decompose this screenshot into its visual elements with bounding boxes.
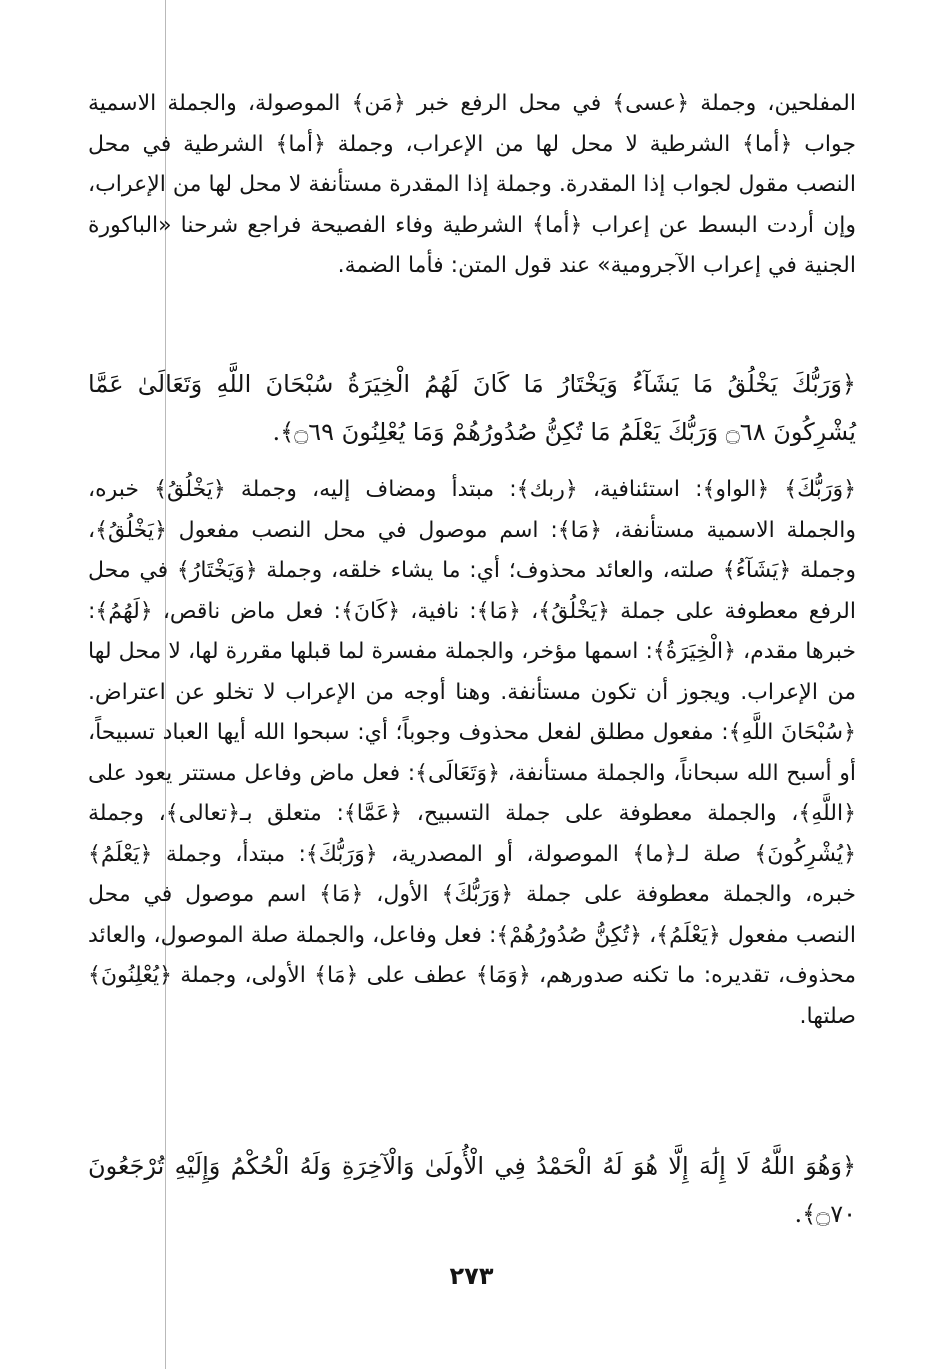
grammar-analysis-paragraph: ﴿وَرَبُّكَ﴾ ﴿الواو﴾: استئنافية، ﴿ربك﴾: مبتدأ ومضاف إليه، وجملة ﴿يَخْلُقُ﴾ خبره، والجملة الاسمية مستأنفة، ﴿مَا﴾: اسم موصول في محل النصب مفعول ﴿يَخْلُقُ﴾، وجملة ﴿يَشَآءُ﴾ صلته، والعائد محذوف؛ أي: ما يشاء خلقه، وجملة ﴿وَيَخْتَارُ﴾ في محل الرفع معطوفة على جملة ﴿يَخْلُقُ﴾، ﴿مَا﴾: نافية، ﴿كَانَ﴾: فعل ماض ناقص، ﴿لَهُمُ﴾: خبرها مقدم، ﴿الْخِيَرَةُ﴾: اسمها مؤخر، والجملة مفسرة لما قبلها مقررة لها، لا محل لها من الإعراب. ويجوز أن تكون مستأنفة. وهنا أوجه من الإعراب لا تخلو عن اعتراض. ﴿سُبْحَانَ اللَّهِ﴾: مفعول مطلق لفعل محذوف وجوباً؛ أي: سبحوا الله أيها العباد تسبيحاً، أو أسبح الله سبحاناً، والجملة مستأنفة، ﴿وَتَعَالَى﴾: فعل ماض وفاعل مستتر يعود على ﴿اللَّهِ﴾، والجملة معطوفة على جملة التسبيح، ﴿عَمَّا﴾: متعلق بـ﴿تعالى﴾، وجملة ﴿يُشْرِكُونَ﴾ صلة لـ﴿ما﴾ الموصولة، أو المصدرية، ﴿وَرَبُّكَ﴾: مبتدأ، وجملة ﴿يَعْلَمُ﴾ خبره، والجملة معطوفة على جملة ﴿وَرَبُّكَ﴾ الأول، ﴿مَا﴾ اسم موصول في محل النصب مفعول ﴿يَعْلَمُ﴾، ﴿تُكِنُّ صُدُورُهُمْ﴾: فعل وفاعل، والجملة صلة الموصول، والعائد محذوف، تقديره: ما تكنه صدورهم، ﴿وَمَا﴾ عطف على ﴿مَا﴾ الأولى، وجملة ﴿يُعْلِنُونَ﴾ صلتها. [88, 477, 856, 1029]
quran-verse-68-69: ﴿وَرَبُّكَ يَخْلُقُ مَا يَشَآءُ وَيَخْتَارُ مَا كَانَ لَهُمُ الْخِيَرَةُ سُبْحَانَ اللَّهِ وَتَعَالَىٰ عَمَّا يُشْرِكُونَ ۝٦٨ وَرَبُّكَ يَعْلَمُ مَا تُكِنُّ صُدُورُهُمْ وَمَا يُعْلِنُونَ ۝٦٩﴾. [88, 370, 856, 446]
page-number: ٢٧٣ [449, 1262, 494, 1290]
intro-paragraph: المفلحين، وجملة ﴿عسى﴾ في محل الرفع خبر ﴿مَن﴾ الموصولة، والجملة الاسمية جواب ﴿أما﴾ الشرطية لا محل لها من الإعراب، وجملة ﴿أما﴾ الشرطية في محل النصب مقول لجواب إذا المقدرة. وجملة إذا المقدرة مستأنفة لا محل لها من الإعراب، وإن أردت البسط عن إعراب ﴿أما﴾ الشرطية وفاء الفصيحة فراجع شرحنا «الباكورة الجنية في إعراب الآجرومية» عند قول المتن: فأما الضمة. [88, 91, 856, 278]
quran-verse-70: ﴿وَهُوَ اللَّهُ لَا إِلَٰهَ إِلَّا هُوَ لَهُ الْحَمْدُ فِي الْأُولَىٰ وَالْآخِرَةِ وَلَهُ الْحُكْمُ وَإِلَيْهِ تُرْجَعُونَ ۝٧٠﴾. [88, 1152, 857, 1228]
